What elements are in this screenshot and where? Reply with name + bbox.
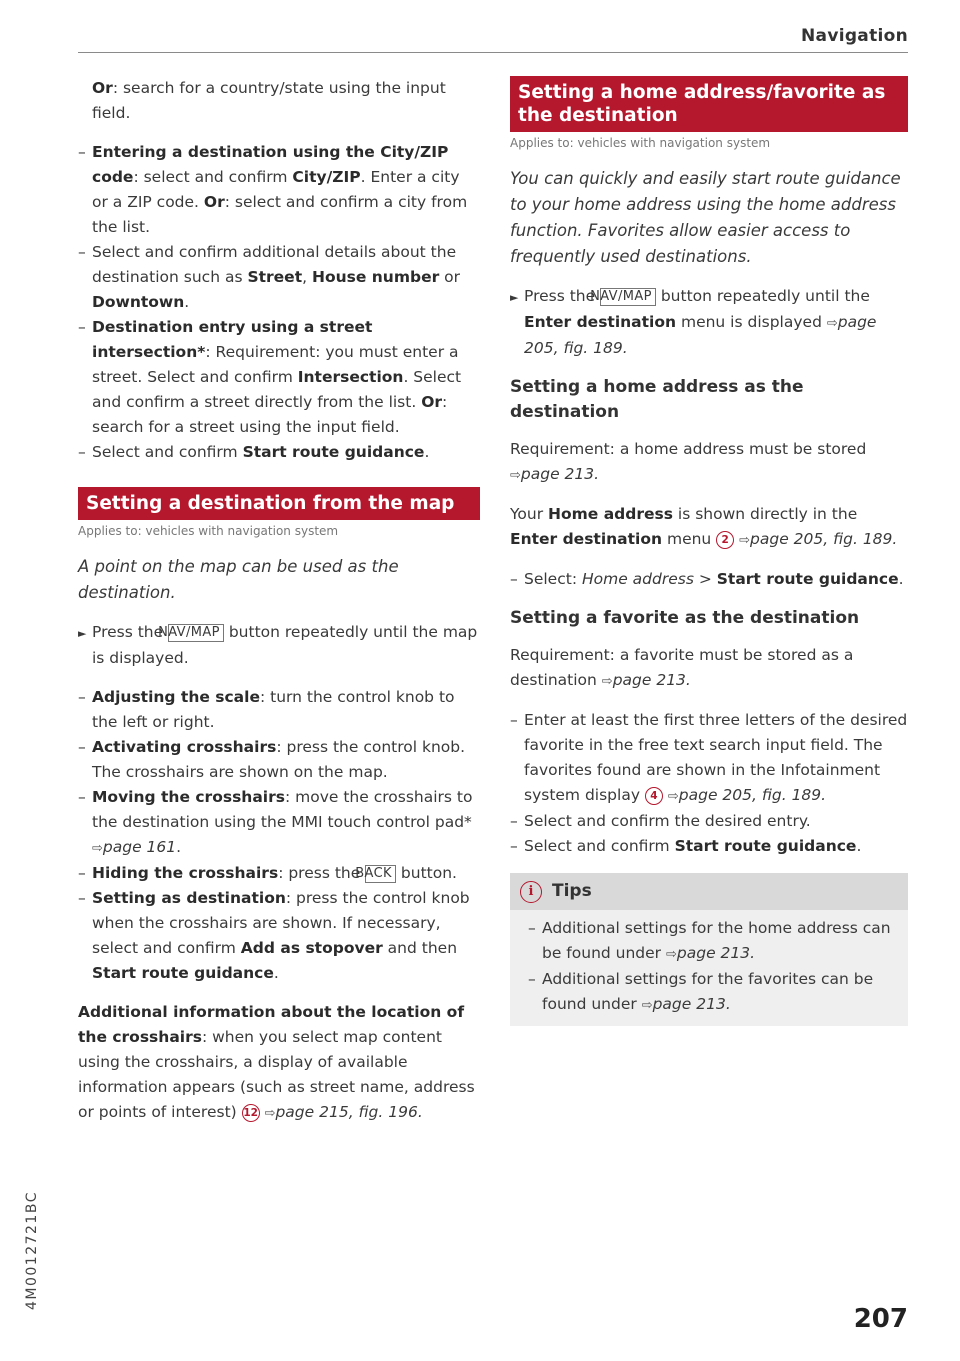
document-code xyxy=(22,1112,42,1312)
paragraph-additional-info: Additional information about the location of the crosshairs: when you select map content using the crosshairs, a display of available information appears (such as street name, address or points of interest) 12 ⇨page 215, fig. 196. xyxy=(78,1003,475,1121)
callout-number: 4 xyxy=(645,787,663,805)
reference-arrow-icon: ⇨ xyxy=(826,316,838,331)
subheading-favorite: Setting a favorite as the destination xyxy=(510,608,860,628)
reference-arrow-icon: ⇨ xyxy=(667,789,679,804)
callout-number: 2 xyxy=(716,531,734,549)
dash-bullet: – xyxy=(78,143,86,161)
paragraph-or-search-country xyxy=(78,76,480,126)
reference-arrow-icon: ⇨ xyxy=(739,533,751,548)
list-item-hide-crosshairs: – Hiding the crosshairs: press the BACK button. xyxy=(78,861,480,886)
dash-bullet: – xyxy=(78,788,86,806)
dash-bullet: – xyxy=(78,318,86,336)
list-item-additional-details: – Select and confirm additional details about the destination such as Street, House number or Downtown. xyxy=(78,240,480,315)
dash-bullet: – xyxy=(510,837,518,855)
page-reference[interactable]: page 213. xyxy=(676,944,756,962)
paragraph-home-shown: Your Home address is shown directly in the Enter destination menu 2 ⇨page 205, fig. 189. xyxy=(510,505,898,548)
step-press-nav-map: ► Press the NAV/MAP button repeatedly until the Enter destination menu is displayed ⇨page 205, fig. 189. xyxy=(510,287,877,357)
running-title: Navigation xyxy=(801,26,908,46)
step-press-nav-map: ► Press the NAV/MAP button repeatedly until the map is displayed. xyxy=(78,623,478,667)
right-column xyxy=(510,76,908,1026)
step-arrow-icon: ► xyxy=(510,291,519,304)
tips-box xyxy=(510,873,908,1026)
dash-bullet: – xyxy=(78,738,86,756)
home-select-list xyxy=(510,567,908,592)
section-title-map: Setting a destination from the map xyxy=(78,487,480,520)
nav-map-key: NAV/MAP xyxy=(168,624,224,642)
subheading-home-address: Setting a home address as the destination xyxy=(510,377,804,422)
dash-bullet: – xyxy=(78,443,86,461)
dash-bullet: – xyxy=(78,243,86,261)
requirement-favorite: Requirement: a favorite must be stored as a destination ⇨page 213. xyxy=(510,646,854,689)
page-reference[interactable]: page 205, fig. 189. xyxy=(678,786,827,804)
page-reference[interactable]: page 213. xyxy=(612,671,691,689)
dash-bullet: – xyxy=(78,864,86,882)
or-label: Or xyxy=(92,79,113,97)
dash-bullet: – xyxy=(78,889,86,907)
map-actions-list xyxy=(78,685,480,986)
list-item-scale: – Adjusting the scale: turn the control knob to the left or right. xyxy=(78,685,480,735)
dash-bullet: – xyxy=(528,919,536,937)
page-reference[interactable]: page 205, fig. 189. xyxy=(750,530,898,548)
page-reference[interactable]: page 213. xyxy=(652,995,731,1013)
back-key: BACK xyxy=(365,865,396,883)
list-item-select-home: – Select: Home address > Start route guidance. xyxy=(510,567,908,592)
step-arrow-icon: ► xyxy=(78,627,87,640)
page-reference[interactable]: page 215, fig. 196. xyxy=(275,1103,423,1121)
list-item-city-zip: – Entering a destination using the City/ZIP code: select and confirm City/ZIP. Enter a city or a ZIP code. Or: select and confirm a city from the list. xyxy=(78,140,480,240)
dash-bullet: – xyxy=(78,688,86,706)
list-item-start-route: – Select and confirm Start route guidance. xyxy=(510,834,908,859)
tip-item-home: – Additional settings for the home address can be found under ⇨page 213. xyxy=(528,916,898,967)
list-item-street-intersection: – Destination entry using a street intersection*: Requirement: you must enter a street. Select and confirm Intersection. Select and confirm a street directly from the list. Or: search for a street using the input field. xyxy=(78,315,480,440)
favorite-steps-list xyxy=(510,708,908,859)
reference-arrow-icon: ⇨ xyxy=(601,674,613,689)
nav-map-key: NAV/MAP xyxy=(600,288,656,306)
reference-arrow-icon: ⇨ xyxy=(510,468,521,483)
tips-body xyxy=(510,910,908,1026)
page-reference[interactable]: page 213. xyxy=(520,465,600,483)
section-intro: A point on the map can be used as the destination. xyxy=(78,557,399,602)
list-item-set-destination: – Setting as destination: press the control knob when the crosshairs are shown. If necessary, select and confirm Add as stopover and then Start route guidance. xyxy=(78,886,480,986)
section-intro: You can quickly and easily start route guidance to your home address using the home address function. Favorites allow easier access to frequently used destinations. xyxy=(510,169,901,266)
list-item-start-route: – Select and confirm Start route guidance. xyxy=(78,440,480,465)
reference-arrow-icon: ⇨ xyxy=(641,998,653,1013)
header-rule xyxy=(78,52,908,53)
dash-bullet: – xyxy=(510,812,518,830)
list-item-enter-letters: – Enter at least the first three letters of the desired favorite in the free text search input field. The favorites found are shown in the Infotainment system display 4 ⇨page 205, fig. 189. xyxy=(510,708,908,809)
page-number: 207 xyxy=(853,1304,908,1334)
dash-bullet: – xyxy=(510,711,518,729)
text: : search for a country/state using the input field. xyxy=(92,79,446,122)
left-column xyxy=(78,76,480,1140)
reference-arrow-icon: ⇨ xyxy=(264,1106,276,1121)
applies-to-note: Applies to: vehicles with navigation system xyxy=(78,524,339,538)
applies-to-note: Applies to: vehicles with navigation system xyxy=(510,136,771,150)
requirement-home: Requirement: a home address must be stored ⇨page 213. xyxy=(510,440,867,483)
item-label: Destination entry using a street intersection* xyxy=(92,318,373,361)
dash-bullet: – xyxy=(510,570,518,588)
callout-number: 12 xyxy=(242,1104,260,1122)
reference-arrow-icon: ⇨ xyxy=(665,947,677,962)
list-item-confirm-entry: – Select and confirm the desired entry. xyxy=(510,809,908,834)
list-item-move-crosshairs: – Moving the crosshairs: move the crosshairs to the destination using the MMI touch control pad* ⇨page 161. xyxy=(78,785,480,861)
tip-item-favorites: – Additional settings for the favorites can be found under ⇨page 213. xyxy=(528,967,898,1018)
tips-title: Tips xyxy=(552,881,592,901)
page-reference[interactable]: page 161 xyxy=(102,838,177,856)
list-item-activate-crosshairs: – Activating crosshairs: press the control knob. The crosshairs are shown on the map. xyxy=(78,735,480,785)
tips-header xyxy=(510,873,908,910)
reference-arrow-icon: ⇨ xyxy=(92,841,103,856)
info-icon: i xyxy=(520,881,542,903)
item-label: Entering a destination using the City/ZIP code xyxy=(92,143,449,186)
document-code-text: 4M0012721BC xyxy=(24,1191,40,1310)
dash-bullet: – xyxy=(528,970,536,988)
page-reference[interactable]: page 205, fig. 189. xyxy=(524,313,877,357)
destination-entry-list xyxy=(78,140,480,465)
section-title-home-favorite: Setting a home address/favorite as the destination xyxy=(510,76,908,132)
